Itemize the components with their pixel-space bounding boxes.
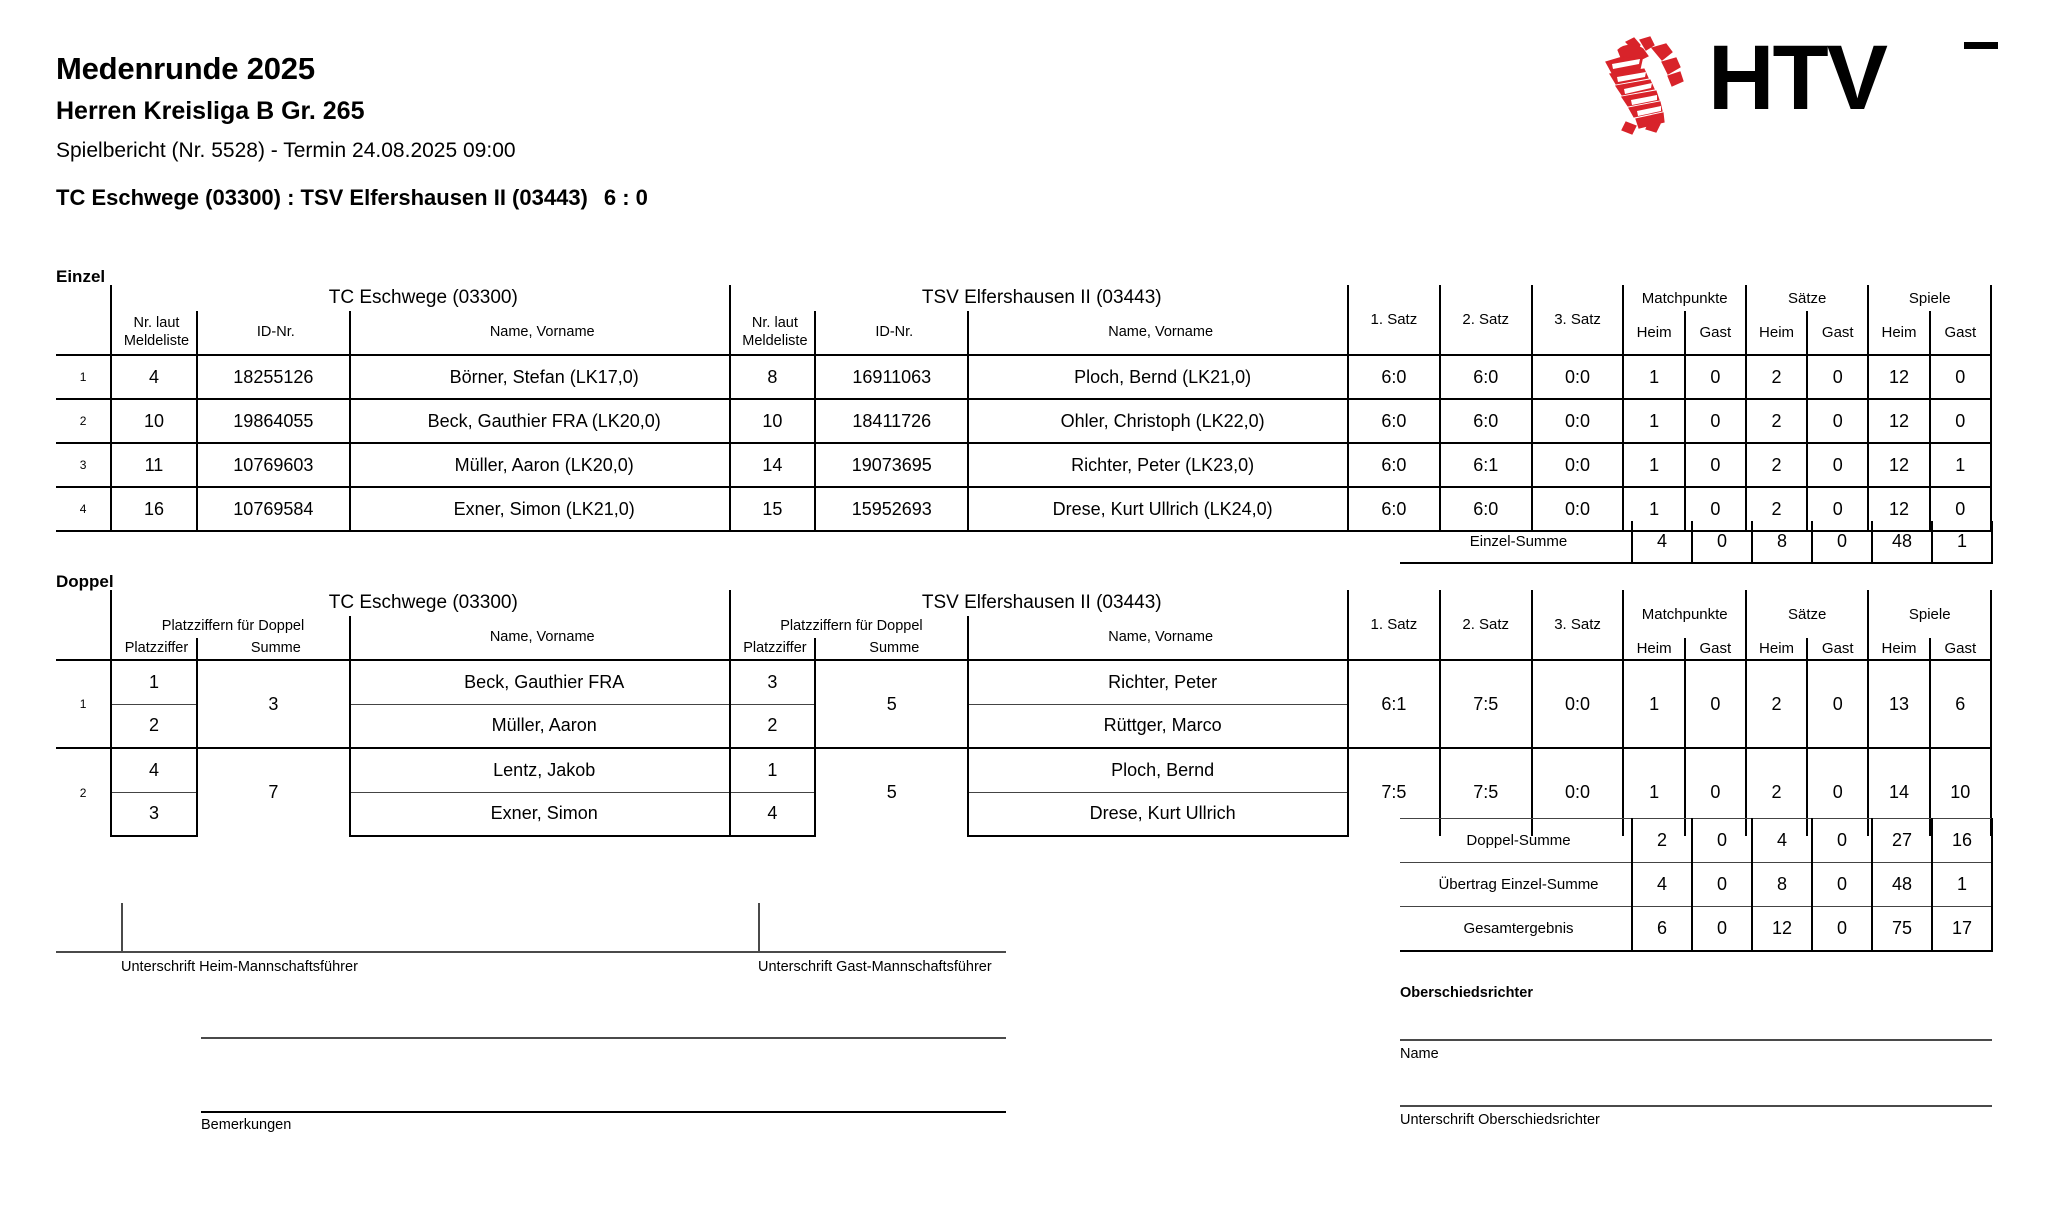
einzel-summe-sz-heim: 8 [1752,521,1812,563]
einzel-sz-heim: 2 [1746,355,1807,399]
einzel-head-mp-heim: Heim [1623,311,1684,355]
einzel-home-name: Exner, Simon (LK21,0) [350,487,730,531]
doppel-team-row [56,590,1991,616]
einzel-mp-gast: 0 [1685,399,1746,443]
einzel-head-id-guest: ID-Nr. [815,311,968,355]
einzel-mp-heim: 1 [1623,399,1684,443]
doppel-guest-platzziffer: 3 [730,660,816,704]
totals-mp-heim: 2 [1632,819,1692,863]
doppel-sp-gast: 6 [1930,660,1991,748]
einzel-satz1: 6:0 [1348,487,1440,531]
einzel-sp-gast: 0 [1930,399,1991,443]
einzel-guest-id: 18411726 [815,399,968,443]
einzel-satz3: 0:0 [1532,399,1624,443]
einzel-home-name: Müller, Aaron (LK20,0) [350,443,730,487]
doppel-mp-gast: 0 [1685,660,1746,748]
totals-sz-gast: 0 [1812,863,1872,907]
ober-name-caption: Name [1400,1046,1439,1062]
doppel-head-summe-guest: Summe [815,638,968,660]
einzel-satz2: 6:0 [1440,487,1532,531]
doppel-head-spiele: Spiele [1868,590,1991,638]
totals-row [1400,819,1992,863]
doppel-guest-summe: 5 [815,660,968,748]
doppel-row [56,660,1991,704]
doppel-home-player-name: Müller, Aaron [350,704,730,748]
league-title: Herren Kreisliga B Gr. 265 [56,96,365,125]
doppel-satz3: 0:0 [1532,660,1624,748]
sig-rule-top [56,951,1006,953]
bemerkungen-caption: Bemerkungen [201,1117,292,1133]
totals-label: Gesamtergebnis [1400,907,1632,951]
einzel-head-saetze: Sätze [1746,285,1868,311]
doppel-home-player-name: Lentz, Jakob [350,748,730,792]
einzel-body [56,355,1991,531]
einzel-mp-heim: 1 [1623,487,1684,531]
einzel-satz1: 6:0 [1348,443,1440,487]
einzel-mp-gast: 0 [1685,487,1746,531]
doppel-head-sz-heim: Heim [1746,638,1807,660]
doppel-head-platzziffer-home: Platzziffer [111,638,197,660]
einzel-sp-gast: 0 [1930,487,1991,531]
nr-line1: Nr. laut [133,315,180,332]
doppel-sp-gast: 10 [1930,748,1991,836]
einzel-head-satz2: 2. Satz [1440,285,1532,355]
einzel-mp-heim: 1 [1623,443,1684,487]
totals-row [1400,907,1992,951]
totals-label: Doppel-Summe [1466,832,1571,849]
htv-logo [1596,27,1996,136]
sig-guest-caption: Unterschrift Gast-Mannschaftsführer [758,959,992,975]
totals-label: Übertrag Einzel-Summe [1438,876,1599,893]
doppel-guest-platzziffer: 1 [730,748,816,792]
einzel-summe-sp-heim: 48 [1872,521,1932,563]
einzel-row [56,399,1991,443]
doppel-home-platzziffer: 3 [111,792,197,836]
einzel-satz2: 6:0 [1440,399,1532,443]
doppel-sz-heim: 2 [1746,660,1807,748]
einzel-guest-nr: 15 [730,487,816,531]
doppel-guest-player-name: Drese, Kurt Ullrich [968,792,1348,836]
doppel-guest-player-name: Ploch, Bernd [968,748,1348,792]
einzel-sz-gast: 0 [1807,399,1868,443]
totals-sp-heim: 27 [1872,819,1932,863]
totals-table [1400,818,1993,952]
einzel-sz-gast: 0 [1807,443,1868,487]
einzel-row-index: 1 [79,370,87,384]
einzel-head-mp-gast: Gast [1685,311,1746,355]
einzel-summe-mp-heim: 4 [1632,521,1692,563]
einzel-sp-gast: 0 [1930,355,1991,399]
einzel-satz2: 6:0 [1440,355,1532,399]
einzel-sz-gast: 0 [1807,355,1868,399]
einzel-sz-heim: 2 [1746,443,1807,487]
einzel-head-matchpunkte: Matchpunkte [1623,285,1745,311]
doppel-row [56,748,1991,792]
doppel-sp-heim: 14 [1868,748,1929,836]
doppel-head-platzziffer-guest: Platzziffer [730,638,816,660]
einzel-sp-heim: 12 [1868,487,1929,531]
ober-sig-rule [1400,1105,1992,1107]
doppel-row-index: 1 [79,697,87,711]
einzel-sz-gast: 0 [1807,487,1868,531]
einzel-head-sz-heim: Heim [1746,311,1807,355]
einzel-home-nr: 4 [111,355,197,399]
totals-mp-gast: 0 [1692,863,1752,907]
einzel-row-index: 4 [79,502,87,516]
match-heading [56,185,1556,210]
sig-home-caption: Unterschrift Heim-Mannschaftsführer [121,959,358,975]
einzel-home-nr: 11 [111,443,197,487]
einzel-home-team: TC Eschwege (03300) [111,285,729,311]
einzel-home-name: Börner, Stefan (LK17,0) [350,355,730,399]
report-meta: Spielbericht (Nr. 5528) - Termin 24.08.2025 09:00 [56,138,516,162]
einzel-row [56,443,1991,487]
bemerkungen-rule [201,1111,1006,1113]
doppel-sz-heim: 2 [1746,748,1807,836]
doppel-head-saetze: Sätze [1746,590,1868,638]
einzel-row [56,355,1991,399]
einzel-home-id: 19864055 [197,399,350,443]
totals-sz-heim: 4 [1752,819,1812,863]
doppel-head-sp-heim: Heim [1868,638,1929,660]
totals-sp-heim: 48 [1872,863,1932,907]
match-teams: TC Eschwege (03300) : TSV Elfershausen II (03443) [56,184,588,210]
oberschiedsrichter-label: Oberschiedsrichter [1400,985,1533,1001]
einzel-team-row [56,285,1991,311]
einzel-head-sp-gast: Gast [1930,311,1991,355]
doppel-satz1: 6:1 [1348,660,1440,748]
doppel-head-summe-home: Summe [197,638,350,660]
einzel-mp-gast: 0 [1685,443,1746,487]
einzel-mp-gast: 0 [1685,355,1746,399]
totals-sp-heim: 75 [1872,907,1932,951]
sig-home-tick [121,903,123,953]
doppel-head-matchpunkte: Matchpunkte [1623,590,1745,638]
einzel-subheader-row [56,311,1991,355]
doppel-home-player-name: Exner, Simon [350,792,730,836]
einzel-guest-name: Ohler, Christoph (LK22,0) [968,399,1348,443]
einzel-head-spiele: Spiele [1868,285,1991,311]
totals-sz-heim: 12 [1752,907,1812,951]
doppel-guest-player-name: Rüttger, Marco [968,704,1348,748]
doppel-home-summe: 7 [197,748,350,836]
einzel-head-sp-heim: Heim [1868,311,1929,355]
ober-sig-caption: Unterschrift Oberschiedsrichter [1400,1112,1600,1128]
ober-name-rule [1400,1039,1992,1041]
einzel-guest-nr: 8 [730,355,816,399]
totals-mp-gast: 0 [1692,819,1752,863]
totals-mp-gast: 0 [1692,907,1752,951]
hessen-lion-icon [1596,36,1704,136]
doppel-home-platzziffer: 2 [111,704,197,748]
einzel-home-id: 10769584 [197,487,350,531]
doppel-mp-gast: 0 [1685,748,1746,836]
einzel-guest-id: 16911063 [815,355,968,399]
totals-mp-heim: 6 [1632,907,1692,951]
doppel-guest-summe: 5 [815,748,968,836]
einzel-sp-gast: 1 [1930,443,1991,487]
einzel-guest-id: 15952693 [815,487,968,531]
einzel-home-name: Beck, Gauthier FRA (LK20,0) [350,399,730,443]
einzel-home-id: 10769603 [197,443,350,487]
einzel-guest-team: TSV Elfershausen II (03443) [730,285,1348,311]
totals-sp-gast: 1 [1932,863,1992,907]
spacer-cell [56,590,111,616]
spacer-cell [56,638,111,660]
doppel-head-mp-heim: Heim [1623,638,1684,660]
einzel-row-index: 2 [79,414,87,428]
doppel-guest-platzziffer: 4 [730,792,816,836]
nr-line2: Meldeliste [123,332,190,349]
doppel-head-satz2: 2. Satz [1440,590,1532,660]
doppel-head-satz1: 1. Satz [1348,590,1440,660]
htv-logo-bar [1964,42,1998,49]
einzel-sp-heim: 12 [1868,399,1929,443]
doppel-head-sz-gast: Gast [1807,638,1868,660]
doppel-section-label: Doppel [56,572,114,591]
htv-wordmark: HTV [1708,27,1886,129]
totals-sp-gast: 17 [1932,907,1992,951]
doppel-guest-platzziffer: 2 [730,704,816,748]
totals-sz-gast: 0 [1812,907,1872,951]
einzel-head-satz3: 3. Satz [1532,285,1624,355]
doppel-home-platzziffer: 1 [111,660,197,704]
einzel-guest-nr: 14 [730,443,816,487]
doppel-mp-heim: 1 [1623,748,1684,836]
einzel-guest-nr: 10 [730,399,816,443]
einzel-sp-heim: 12 [1868,355,1929,399]
einzel-summe-mp-gast: 0 [1692,521,1752,563]
doppel-satz2: 7:5 [1440,660,1532,748]
nr-line2: Meldeliste [742,332,808,349]
spacer-cell [56,616,111,638]
totals-row [1400,863,1992,907]
einzel-summe-table [1400,521,1993,564]
doppel-head-satz3: 3. Satz [1532,590,1624,660]
totals-sp-gast: 16 [1932,819,1992,863]
einzel-sp-heim: 12 [1868,443,1929,487]
doppel-home-team: TC Eschwege (03300) [111,590,729,616]
spacer-cell [56,285,111,311]
doppel-home-platzziffer: 4 [111,748,197,792]
einzel-mp-heim: 1 [1623,355,1684,399]
einzel-home-id: 18255126 [197,355,350,399]
doppel-body [56,660,1991,836]
doppel-sp-heim: 13 [1868,660,1929,748]
einzel-section-label: Einzel [56,267,106,286]
einzel-row-index: 3 [79,458,87,472]
einzel-satz1: 6:0 [1348,355,1440,399]
sig-guest-tick [758,903,760,953]
einzel-guest-name: Drese, Kurt Ullrich (LK24,0) [968,487,1348,531]
totals-body [1400,819,1992,951]
einzel-head-satz1: 1. Satz [1348,285,1440,355]
einzel-guest-name: Richter, Peter (LK23,0) [968,443,1348,487]
einzel-summe-sz-gast: 0 [1812,521,1872,563]
doppel-satz1: 7:5 [1348,748,1440,836]
doppel-head-name-home: Name, Vorname [350,616,730,660]
totals-mp-heim: 4 [1632,863,1692,907]
doppel-guest-player-name: Richter, Peter [968,660,1348,704]
einzel-table [56,285,1992,532]
spacer-cell [56,311,111,355]
einzel-head-id-home: ID-Nr. [197,311,350,355]
einzel-head-nr-guest [730,311,816,355]
einzel-head-sz-gast: Gast [1807,311,1868,355]
doppel-satz3: 0:0 [1532,748,1624,836]
einzel-satz3: 0:0 [1532,443,1624,487]
einzel-sz-heim: 2 [1746,487,1807,531]
einzel-home-nr: 10 [111,399,197,443]
einzel-summe-sp-gast: 1 [1932,521,1992,563]
doppel-sz-gast: 0 [1807,660,1868,748]
doppel-head-mp-gast: Gast [1685,638,1746,660]
document-header [56,52,1556,210]
einzel-satz3: 0:0 [1532,355,1624,399]
einzel-head-nr-home [111,311,197,355]
einzel-guest-id: 19073695 [815,443,968,487]
doppel-row-index: 2 [79,785,87,800]
einzel-satz2: 6:1 [1440,443,1532,487]
doppel-mp-heim: 1 [1623,660,1684,748]
page-title: Medenrunde 2025 [56,51,315,86]
doppel-satz2: 7:5 [1440,748,1532,836]
doppel-head-platzziffern-guest: Platzziffern für Doppel [730,616,969,638]
doppel-sz-gast: 0 [1807,748,1868,836]
doppel-home-summe: 3 [197,660,350,748]
totals-sz-gast: 0 [1812,819,1872,863]
einzel-head-name-guest: Name, Vorname [968,311,1348,355]
totals-sz-heim: 8 [1752,863,1812,907]
einzel-home-nr: 16 [111,487,197,531]
match-result: 6 : 0 [603,184,648,210]
einzel-satz1: 6:0 [1348,399,1440,443]
einzel-summe-label: Einzel-Summe [1469,533,1568,550]
einzel-head-name-home: Name, Vorname [350,311,730,355]
doppel-head-name-guest: Name, Vorname [968,616,1348,660]
einzel-sz-heim: 2 [1746,399,1807,443]
nr-line1: Nr. laut [751,315,798,332]
doppel-head-platzziffern-home: Platzziffern für Doppel [111,616,350,638]
bemerkungen-rule-upper [201,1037,1006,1039]
einzel-satz3: 0:0 [1532,487,1624,531]
einzel-summe-row [1400,521,1992,563]
doppel-guest-team: TSV Elfershausen II (03443) [730,590,1348,616]
einzel-guest-name: Ploch, Bernd (LK21,0) [968,355,1348,399]
doppel-table [56,590,1992,837]
doppel-head-sp-gast: Gast [1930,638,1991,660]
doppel-home-player-name: Beck, Gauthier FRA [350,660,730,704]
